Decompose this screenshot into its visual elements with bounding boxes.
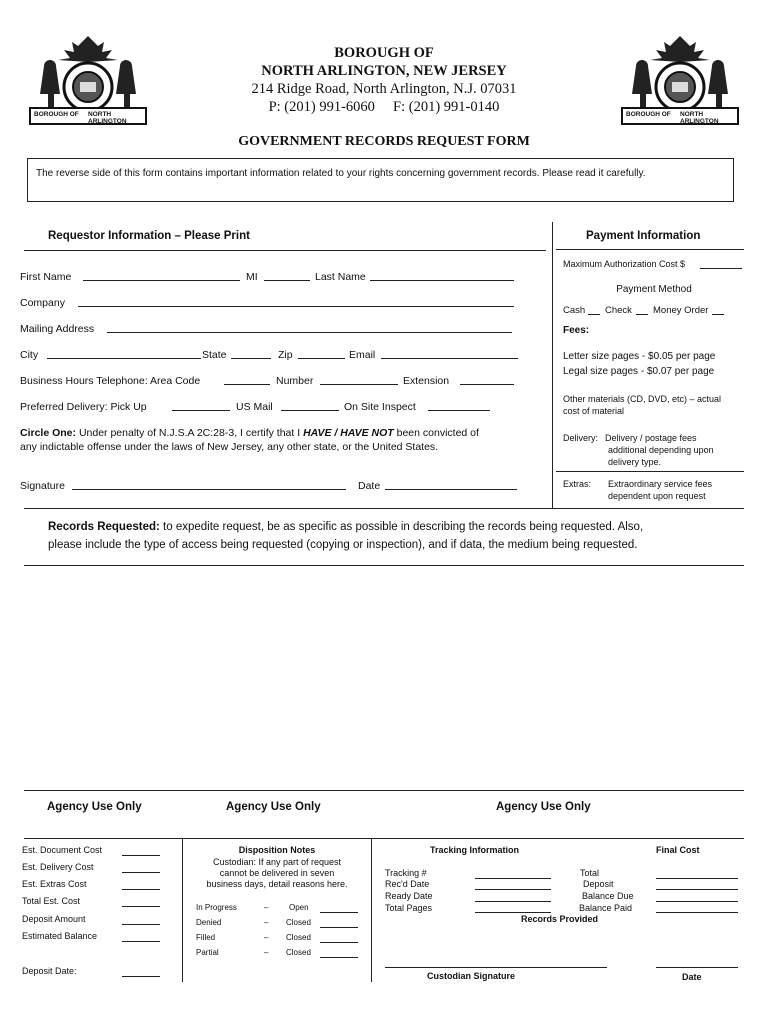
status-dash: – xyxy=(264,903,269,912)
seal-banner-right: NORTH ARLINGTON xyxy=(88,111,127,125)
borough-name: NORTH ARLINGTON, NEW JERSEY xyxy=(261,63,507,79)
form-title: GOVERNMENT RECORDS REQUEST FORM xyxy=(238,134,530,149)
disposition-note-2: cannot be delivered in seven xyxy=(219,868,335,878)
zip-label: Zip xyxy=(278,349,293,361)
letter-size-fee: Letter size pages - $0.05 per page xyxy=(563,351,716,362)
check-label: Check xyxy=(605,305,632,316)
status-closed: Closed xyxy=(286,948,311,957)
date-field[interactable] xyxy=(385,479,517,490)
ready-date-label: Ready Date xyxy=(385,891,433,901)
cash-label: Cash xyxy=(563,305,586,316)
number-field[interactable] xyxy=(320,374,398,385)
certification-text: Under penalty of N.J.S.A 2C:28-3, I certify that I xyxy=(78,427,301,439)
email-field[interactable] xyxy=(381,348,518,359)
us-mail-label: US Mail xyxy=(236,401,273,413)
seal-banner-left: BOROUGH OF xyxy=(34,111,79,118)
disposition-notes-title: Disposition Notes xyxy=(238,845,316,855)
status-partial-field[interactable] xyxy=(320,947,358,958)
ready-date-field[interactable] xyxy=(475,891,551,902)
company-label: Company xyxy=(20,297,65,309)
final-cost-title: Final Cost xyxy=(656,845,700,855)
requestor-heading: Requestor Information – Please Print xyxy=(48,230,250,242)
agency-heading-2: Agency Use Only xyxy=(226,801,321,813)
status-partial: Partial xyxy=(196,948,219,957)
borough-address: 214 Ridge Road, North Arlington, N.J. 07031 xyxy=(251,81,517,97)
borough-heading: BOROUGH OF xyxy=(334,45,434,61)
money-order-field[interactable] xyxy=(712,304,724,315)
balance-paid-field[interactable] xyxy=(656,902,738,913)
records-requested-line1 xyxy=(48,521,643,533)
extras-fee-1: Extraordinary service fees xyxy=(608,479,713,489)
email-label: Email xyxy=(349,349,376,361)
estimated-balance-field[interactable] xyxy=(122,931,160,942)
balance-paid-label: Balance Paid xyxy=(579,903,633,913)
mailing-address-field[interactable] xyxy=(107,322,512,333)
records-provided-label: Records Provided xyxy=(521,914,599,924)
balance-due-label: Balance Due xyxy=(582,891,634,901)
max-authorization-field[interactable] xyxy=(700,258,742,269)
est-extras-cost-label: Est. Extras Cost xyxy=(22,879,87,889)
status-open-field[interactable] xyxy=(320,902,358,913)
fees-label: Fees: xyxy=(563,325,590,336)
mi-label: MI xyxy=(246,271,258,283)
disposition-note-1: Custodian: If any part of request xyxy=(212,857,342,867)
payment-method-label: Payment Method xyxy=(616,284,692,295)
recd-date-field[interactable] xyxy=(475,879,551,890)
zip-field[interactable] xyxy=(298,348,345,359)
extras-fee-label: Extras: xyxy=(563,479,592,489)
mailing-address-label: Mailing Address xyxy=(20,323,95,335)
records-requested-line2: please include the type of access being requested (copying or inspection), and if data, the medium being requested. xyxy=(48,539,638,551)
final-deposit-label: Deposit xyxy=(583,879,614,889)
signature-field[interactable] xyxy=(72,479,346,490)
status-dash: – xyxy=(264,918,269,927)
status-dash: – xyxy=(264,948,269,957)
balance-due-field[interactable] xyxy=(656,891,738,902)
money-order-label: Money Order xyxy=(653,305,709,316)
total-pages-field[interactable] xyxy=(475,902,551,913)
area-code-field[interactable] xyxy=(224,374,270,385)
total-est-cost-label: Total Est. Cost xyxy=(22,896,81,906)
check-field[interactable] xyxy=(636,304,648,315)
other-materials-fee: Other materials (CD, DVD, etc) – actual xyxy=(563,394,722,404)
status-in-progress: In Progress xyxy=(196,903,237,912)
seal-banner-left: BOROUGH OF xyxy=(626,111,671,118)
estimated-balance-label: Estimated Balance xyxy=(22,931,98,941)
extension-label: Extension xyxy=(403,375,450,387)
first-name-label: First Name xyxy=(20,271,72,283)
total-pages-label: Total Pages xyxy=(385,903,433,913)
seal-banner-right: NORTH ARLINGTON xyxy=(680,111,719,125)
delivery-fee-1: Delivery / postage fees xyxy=(605,433,697,443)
tracking-number-field[interactable] xyxy=(475,868,551,879)
number-label: Number xyxy=(276,375,314,387)
final-deposit-field[interactable] xyxy=(656,879,738,890)
other-materials-fee-2: cost of material xyxy=(563,406,625,416)
tracking-number-label: Tracking # xyxy=(385,868,427,878)
final-total-label: Total xyxy=(580,868,600,878)
extension-field[interactable] xyxy=(460,374,514,385)
status-open: Open xyxy=(289,903,309,912)
certification-line1 xyxy=(20,427,479,439)
status-denied-field[interactable] xyxy=(320,917,358,928)
final-total-field[interactable] xyxy=(656,868,738,879)
deposit-amount-label: Deposit Amount xyxy=(22,914,86,924)
legal-size-fee: Legal size pages - $0.07 per page xyxy=(563,366,715,377)
pickup-field[interactable] xyxy=(172,400,230,411)
custodian-date-line[interactable] xyxy=(656,967,738,968)
est-delivery-cost-label: Est. Delivery Cost xyxy=(22,862,94,872)
cash-field[interactable] xyxy=(588,304,600,315)
custodian-signature-line[interactable] xyxy=(385,967,607,968)
business-phone-label: Business Hours Telephone: Area Code xyxy=(20,375,201,387)
city-label: City xyxy=(20,349,39,361)
max-authorization-label: Maximum Authorization Cost $ xyxy=(563,259,686,269)
records-requested-text: to expedite request, be as specific as possible in describing the records being requested. Also, xyxy=(163,521,644,533)
agency-heading-1: Agency Use Only xyxy=(47,801,142,813)
date-label: Date xyxy=(358,480,381,492)
deposit-date-label: Deposit Date: xyxy=(22,966,77,976)
records-requested-area[interactable] xyxy=(24,570,744,782)
est-document-cost-label: Est. Document Cost xyxy=(22,845,103,855)
est-extras-cost-field[interactable] xyxy=(122,879,160,890)
status-denied: Denied xyxy=(196,918,222,927)
disposition-note-3: business days, detail reasons here. xyxy=(206,879,348,889)
state-label: State xyxy=(202,349,227,361)
delivery-fee-3: delivery type. xyxy=(608,457,662,467)
certification-text-end: been convicted of xyxy=(396,427,479,439)
first-name-field[interactable] xyxy=(83,270,240,281)
agency-heading-3: Agency Use Only xyxy=(496,801,591,813)
notice-text: The reverse side of this form contains important information related to your rights concerning government records. Please read it carefully. xyxy=(36,168,646,179)
est-document-cost-field[interactable] xyxy=(122,845,160,856)
records-requested-label: Records Requested: xyxy=(48,521,160,533)
on-site-label: On Site Inspect xyxy=(344,401,416,413)
delivery-fee-label: Delivery: xyxy=(563,433,599,443)
custodian-signature-label: Custodian Signature xyxy=(427,971,516,981)
certification-line2: any indictable offense under the laws of New Jersey, any other state, or the United States. xyxy=(20,441,439,453)
on-site-field[interactable] xyxy=(428,400,490,411)
circle-one-label: Circle One: xyxy=(20,427,77,439)
us-mail-field[interactable] xyxy=(281,400,339,411)
last-name-label: Last Name xyxy=(315,271,366,283)
city-field[interactable] xyxy=(47,348,201,359)
mi-field[interactable] xyxy=(264,270,310,281)
status-filled: Filled xyxy=(196,933,216,942)
delivery-fee-2: additional depending upon xyxy=(608,445,714,455)
state-field[interactable] xyxy=(231,348,271,359)
company-field[interactable] xyxy=(78,296,514,307)
tracking-info-title: Tracking Information xyxy=(430,845,520,855)
status-closed: Closed xyxy=(286,933,311,942)
deposit-date-field[interactable] xyxy=(122,966,160,977)
last-name-field[interactable] xyxy=(370,270,514,281)
custodian-date-label: Date xyxy=(682,972,702,982)
status-dash: – xyxy=(264,933,269,942)
status-filled-field[interactable] xyxy=(320,932,358,943)
total-est-cost-field[interactable] xyxy=(122,896,160,907)
est-delivery-cost-field[interactable] xyxy=(122,862,160,873)
status-closed: Closed xyxy=(286,918,311,927)
signature-label: Signature xyxy=(20,480,65,492)
notice-box xyxy=(27,158,734,202)
preferred-delivery-label: Preferred Delivery: Pick Up xyxy=(20,401,147,413)
recd-date-label: Rec'd Date xyxy=(385,879,430,889)
payment-heading: Payment Information xyxy=(586,230,701,242)
deposit-amount-field[interactable] xyxy=(122,914,160,925)
borough-phone: P: (201) 991-6060 F: (201) 991-0140 xyxy=(268,99,500,115)
extras-fee-2: dependent upon request xyxy=(608,491,706,501)
have-have-not[interactable]: HAVE / HAVE NOT xyxy=(303,427,394,439)
